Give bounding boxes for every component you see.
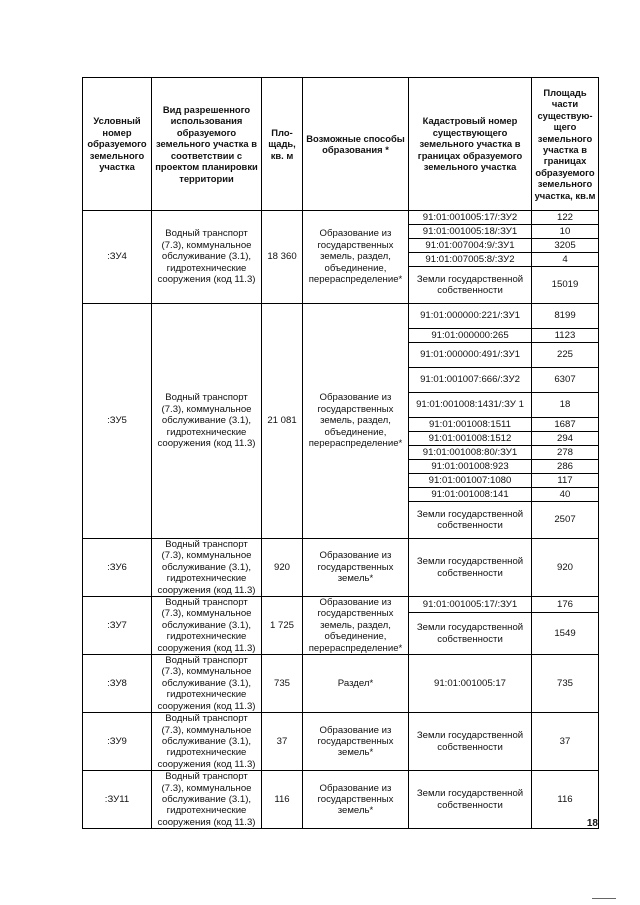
land-plots-table xyxy=(82,77,599,829)
cadastral-number-cell: 91:01:001005:18/:ЗУ1 xyxy=(409,225,532,239)
part-area-cell: 10 xyxy=(532,225,599,239)
cadastral-number-cell: 91:01:000000:221/:ЗУ1 xyxy=(409,304,532,329)
cadastral-number-cell: 91:01:007004:9/:ЗУ1 xyxy=(409,239,532,253)
plot-number-cell: :ЗУ7 xyxy=(83,597,152,655)
part-area-cell: 37 xyxy=(532,713,599,771)
plot-area-cell: 735 xyxy=(262,655,303,713)
cadastral-number-cell: Земли государственной собственности xyxy=(409,612,532,654)
plot-area-cell: 1 725 xyxy=(262,597,303,655)
table-row xyxy=(83,597,599,613)
cadastral-number-cell: 91:01:001008:141 xyxy=(409,488,532,502)
cadastral-number-cell: 91:01:001008:1431/:ЗУ 1 xyxy=(409,393,532,418)
table-row xyxy=(83,771,599,829)
part-area-cell: 18 xyxy=(532,393,599,418)
table-row xyxy=(83,211,599,225)
header-plot-number: Условный номер образуемого земельного участка xyxy=(83,78,152,211)
plot-area-cell: 116 xyxy=(262,771,303,829)
cadastral-number-cell: Земли государственной собственности xyxy=(409,713,532,771)
cadastral-number-cell: 91:01:001007:666/:ЗУ2 xyxy=(409,368,532,393)
cadastral-number-cell: 91:01:001005:17/:ЗУ2 xyxy=(409,211,532,225)
table-row xyxy=(83,713,599,771)
plot-area-cell: 37 xyxy=(262,713,303,771)
formation-method-cell: Образование из государственных земель, раздел, объединение, перераспределение* xyxy=(303,597,409,655)
part-area-cell: 8199 xyxy=(532,304,599,329)
table-body xyxy=(83,211,599,829)
part-area-cell: 920 xyxy=(532,539,599,597)
cadastral-number-cell: Земли государственной собственности xyxy=(409,267,532,304)
plot-area-cell: 18 360 xyxy=(262,211,303,304)
part-area-cell: 3205 xyxy=(532,239,599,253)
part-area-cell: 122 xyxy=(532,211,599,225)
cadastral-number-cell: 91:01:001008:923 xyxy=(409,460,532,474)
permitted-use-cell: Водный транспорт (7.3), коммунальное обслуживание (3.1), гидротехнические сооружения (код 11.3) xyxy=(152,597,262,655)
part-area-cell: 15019 xyxy=(532,267,599,304)
permitted-use-cell: Водный транспорт (7.3), коммунальное обслуживание (3.1), гидротехнические сооружения (код 11.3) xyxy=(152,539,262,597)
permitted-use-cell: Водный транспорт (7.3), коммунальное обслуживание (3.1), гидротехнические сооружения (код 11.3) xyxy=(152,771,262,829)
formation-method-cell: Образование из государственных земель* xyxy=(303,713,409,771)
plot-area-cell: 21 081 xyxy=(262,304,303,539)
permitted-use-cell: Водный транспорт (7.3), коммунальное обслуживание (3.1), гидротехнические сооружения (код 11.3) xyxy=(152,211,262,304)
part-area-cell: 1123 xyxy=(532,329,599,343)
formation-method-cell: Образование из государственных земель, раздел, объединение, перераспределение* xyxy=(303,304,409,539)
plot-number-cell: :ЗУ9 xyxy=(83,713,152,771)
part-area-cell: 116 xyxy=(532,771,599,829)
part-area-cell: 176 xyxy=(532,597,599,613)
part-area-cell: 286 xyxy=(532,460,599,474)
cadastral-number-cell: 91:01:000000:491/:ЗУ1 xyxy=(409,343,532,368)
part-area-cell: 294 xyxy=(532,432,599,446)
part-area-cell: 1687 xyxy=(532,418,599,432)
part-area-cell: 117 xyxy=(532,474,599,488)
footer-rule xyxy=(592,898,616,899)
page-number: 18 xyxy=(586,818,598,829)
cadastral-number-cell: 91:01:007005:8/:ЗУ2 xyxy=(409,253,532,267)
formation-method-cell: Образование из государственных земель* xyxy=(303,771,409,829)
table-row xyxy=(83,655,599,713)
cadastral-number-cell: 91:01:001007:1080 xyxy=(409,474,532,488)
cadastral-number-cell: Земли государственной собственности xyxy=(409,539,532,597)
part-area-cell: 40 xyxy=(532,488,599,502)
header-part-area: Площадь части существую-щего земельного участка в границах образуемого земельного участка, кв.м xyxy=(532,78,599,211)
cadastral-number-cell: Земли государственной собственности xyxy=(409,502,532,539)
plot-number-cell: :ЗУ6 xyxy=(83,539,152,597)
table-row xyxy=(83,304,599,329)
part-area-cell: 6307 xyxy=(532,368,599,393)
cadastral-number-cell: Земли государственной собственности xyxy=(409,771,532,829)
part-area-cell: 1549 xyxy=(532,612,599,654)
part-area-cell: 2507 xyxy=(532,502,599,539)
plot-number-cell: :ЗУ11 xyxy=(83,771,152,829)
cadastral-number-cell: 91:01:001008:1511 xyxy=(409,418,532,432)
header-permitted-use: Вид разрешенного использования образуемого земельного участка в соответствии с проектом планировки территории xyxy=(152,78,262,211)
part-area-cell: 225 xyxy=(532,343,599,368)
header-area: Пло-щадь, кв. м xyxy=(262,78,303,211)
cadastral-number-cell: 91:01:001005:17 xyxy=(409,655,532,713)
permitted-use-cell: Водный транспорт (7.3), коммунальное обслуживание (3.1), гидротехнические сооружения (код 11.3) xyxy=(152,655,262,713)
cadastral-number-cell: 91:01:001005:17/:ЗУ1 xyxy=(409,597,532,613)
cadastral-number-cell: 91:01:001008:80/:ЗУ1 xyxy=(409,446,532,460)
cadastral-number-cell: 91:01:000000:265 xyxy=(409,329,532,343)
formation-method-cell: Раздел* xyxy=(303,655,409,713)
cadastral-number-cell: 91:01:001008:1512 xyxy=(409,432,532,446)
part-area-cell: 735 xyxy=(532,655,599,713)
part-area-cell: 4 xyxy=(532,253,599,267)
header-row xyxy=(83,78,599,211)
header-cadastral-number: Кадастровый номер существующего земельного участка в границах образуемого земельного участка xyxy=(409,78,532,211)
plot-number-cell: :ЗУ4 xyxy=(83,211,152,304)
formation-method-cell: Образование из государственных земель, раздел, объединение, перераспределение* xyxy=(303,211,409,304)
part-area-cell: 278 xyxy=(532,446,599,460)
table-row xyxy=(83,539,599,597)
header-methods: Возможные способы образования * xyxy=(303,78,409,211)
plot-number-cell: :ЗУ5 xyxy=(83,304,152,539)
permitted-use-cell: Водный транспорт (7.3), коммунальное обслуживание (3.1), гидротехнические сооружения (код 11.3) xyxy=(152,304,262,539)
permitted-use-cell: Водный транспорт (7.3), коммунальное обслуживание (3.1), гидротехнические сооружения (код 11.3) xyxy=(152,713,262,771)
formation-method-cell: Образование из государственных земель* xyxy=(303,539,409,597)
plot-number-cell: :ЗУ8 xyxy=(83,655,152,713)
plot-area-cell: 920 xyxy=(262,539,303,597)
